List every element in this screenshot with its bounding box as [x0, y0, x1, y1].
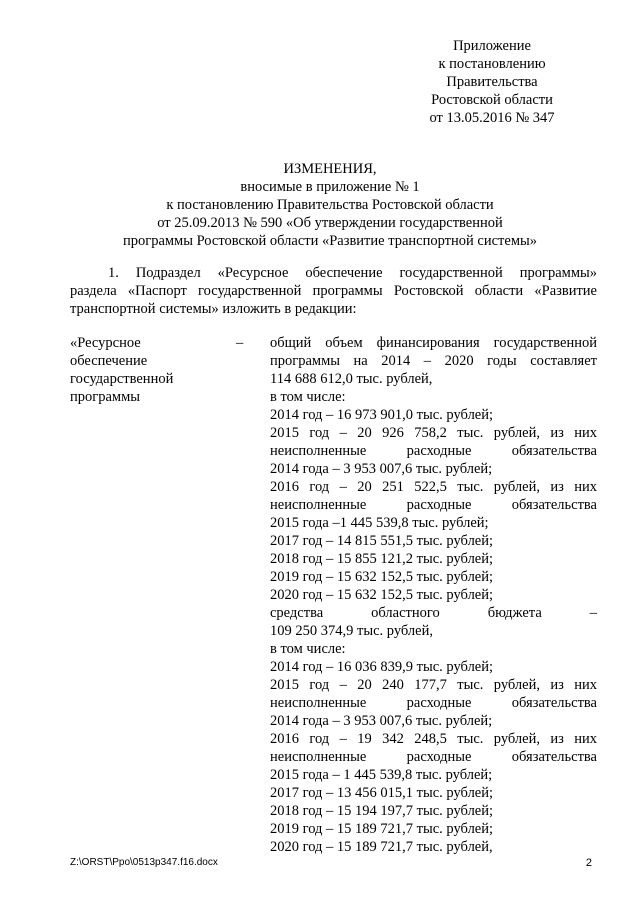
footer-page-number: 2	[585, 857, 592, 869]
paragraph-line: транспортной системы» изложить в редакции:	[70, 301, 357, 317]
appendix-line: к постановлению	[438, 56, 546, 72]
section-label	[70, 334, 210, 406]
label-line: обеспечение	[70, 353, 148, 369]
appendix-header	[392, 37, 592, 127]
title-line: от 25.09.2013 № 590 «Об утверждении государственной	[157, 215, 503, 231]
funding-line: 2020 год – 15 189 721,7 тыс. рублей,	[270, 839, 493, 855]
title-line: программы Ростовской области «Развитие транспортной системы»	[122, 233, 537, 249]
funding-line: общий объем финансирования государственной	[270, 335, 597, 351]
funding-line: в том числе:	[270, 641, 346, 657]
funding-line: 2020 год – 15 632 152,5 тыс. рублей;	[270, 587, 494, 603]
funding-line: 114 688 612,0 тыс. рублей,	[270, 371, 433, 387]
title-line: к постановлению Правительства Ростовской области	[166, 197, 494, 213]
appendix-line: Ростовской области	[431, 92, 553, 108]
funding-line: в том числе:	[270, 389, 346, 405]
label-line: программы	[70, 389, 140, 405]
funding-line: 2014 год – 16 036 839,9 тыс. рублей;	[270, 659, 494, 675]
label-line: государственной	[70, 371, 174, 387]
appendix-line: от 13.05.2016 № 347	[429, 110, 555, 126]
funding-line: 2014 год – 16 973 901,0 тыс. рублей;	[270, 407, 494, 423]
funding-line: 2014 года – 3 953 007,6 тыс. рублей;	[270, 713, 493, 729]
funding-line: неисполненные расходные обязательства	[270, 443, 597, 459]
paragraph-line: 1. Подраздел «Ресурсное обеспечение государственной программы»	[108, 265, 597, 281]
funding-line: средства областного бюджета –	[270, 605, 597, 621]
funding-line: 109 250 374,9 тыс. рублей,	[270, 623, 433, 639]
funding-line: 2018 год – 15 194 197,7 тыс. рублей;	[270, 803, 494, 819]
title-heading: ИЗМЕНЕНИЯ,	[283, 161, 377, 177]
intro-paragraph	[70, 264, 597, 318]
funding-line: 2015 год – 20 926 758,2 тыс. рублей, из них	[270, 425, 597, 441]
funding-line: 2015 год – 20 240 177,7 тыс. рублей, из них	[270, 677, 597, 693]
funding-line: 2014 года – 3 953 007,6 тыс. рублей;	[270, 461, 493, 477]
funding-line: 2016 год – 19 342 248,5 тыс. рублей, из них	[270, 731, 597, 747]
funding-line: 2016 год – 20 251 522,5 тыс. рублей, из них	[270, 479, 597, 495]
funding-details	[270, 334, 597, 856]
document-title	[60, 160, 600, 250]
section-dash: –	[236, 335, 244, 351]
label-line: «Ресурсное	[70, 335, 141, 351]
funding-line: 2015 года –1 445 539,8 тыс. рублей;	[270, 515, 489, 531]
title-line: вносимые в приложение № 1	[240, 179, 420, 195]
funding-line: неисполненные расходные обязательства	[270, 497, 597, 513]
funding-line: 2019 год – 15 632 152,5 тыс. рублей;	[270, 569, 494, 585]
footer-file-path: Z:\ORST\Ppo\0513p347.f16.docx	[70, 857, 218, 868]
funding-line: 2017 год – 13 456 015,1 тыс. рублей;	[270, 785, 494, 801]
appendix-line: Приложение	[453, 38, 531, 54]
funding-line: неисполненные расходные обязательства	[270, 695, 597, 711]
appendix-line: Правительства	[446, 74, 538, 90]
funding-line: 2015 года – 1 445 539,8 тыс. рублей;	[270, 767, 493, 783]
funding-line: 2018 год – 15 855 121,2 тыс. рублей;	[270, 551, 494, 567]
funding-line: программы на 2014 – 2020 годы составляет	[270, 353, 597, 369]
funding-line: 2017 год – 14 815 551,5 тыс. рублей;	[270, 533, 494, 549]
funding-line: неисполненные расходные обязательства	[270, 749, 597, 765]
paragraph-line: раздела «Паспорт государственной программы Ростовской области «Развитие	[70, 283, 597, 299]
funding-line: 2019 год – 15 189 721,7 тыс. рублей;	[270, 821, 494, 837]
